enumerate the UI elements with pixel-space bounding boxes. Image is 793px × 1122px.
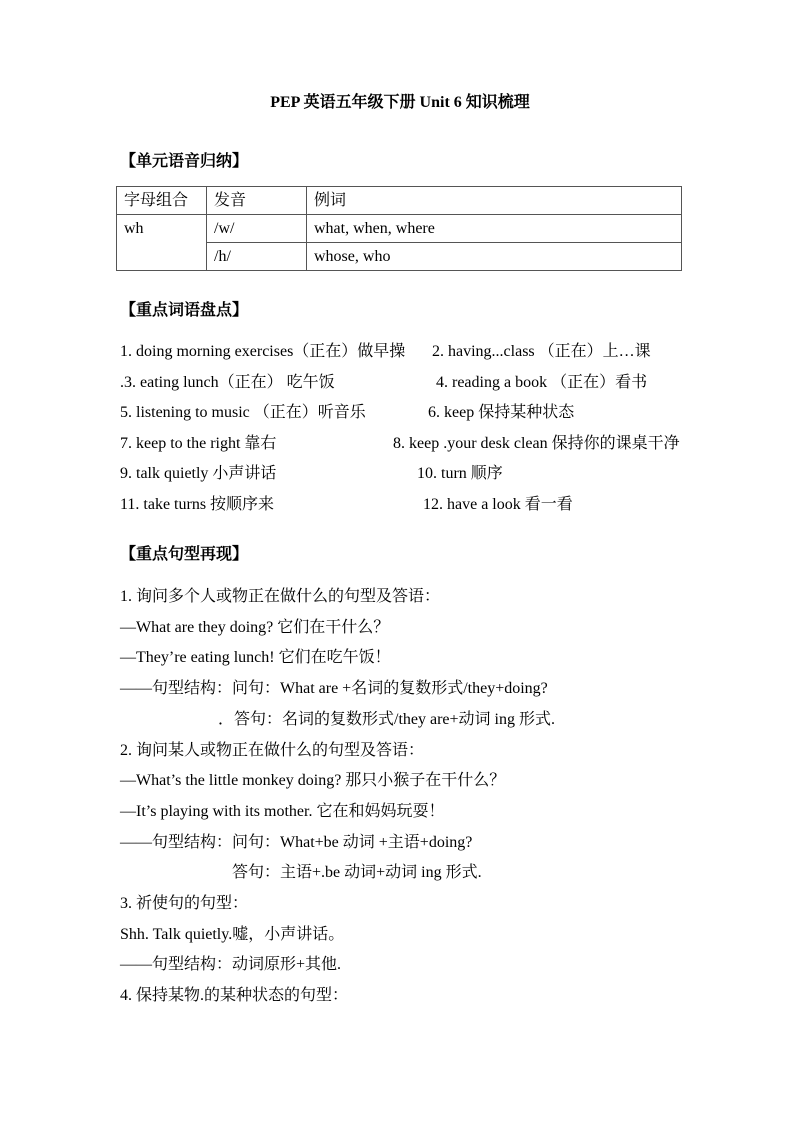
word-item: 8. keep .your desk clean 保持你的课桌干净 [393,434,680,452]
table-header-sound: 发音 [207,187,307,215]
sentence-line: ——句型结构：问句：What are +名词的复数形式/they+doing? [120,680,548,698]
word-row [120,337,680,368]
word-item: 1. doing morning exercises（正在）做早操 [120,343,406,360]
sentence-line: ．答句：名词的复数形式/they are+动词 ing 形式. [218,710,555,728]
word-row [120,429,680,460]
sentence-line: —It’s playing with its mother. 它在和妈妈玩耍！ [120,802,445,820]
word-item: 4. reading a book （正在）看书 [436,373,648,391]
word-item: 6. keep 保持某种状态 [428,404,575,421]
sentence-line: 3. 祈使句的句型： [120,895,249,913]
word-item: 10. turn 顺序 [417,465,503,482]
word-item: 7. keep to the right 靠右 [120,434,277,452]
section-heading-words: 【重点词语盘点】 [120,302,249,319]
table-header-letter-group: 字母组合 [117,187,207,215]
table-cell-sound: /w/ [207,215,307,243]
word-item: 2. having...class （正在）上…课 [432,343,651,360]
sentence-line: 2. 询问某人或物正在做什么的句型及答语： [120,741,425,759]
sentence-line: ——句型结构：问句：What+be 动词 +主语+doing? [120,833,473,851]
table-cell-examples: whose, who [307,243,682,271]
sentence-list [120,582,680,1012]
word-item: 9. talk quietly 小声讲话 [120,465,277,482]
sentence-line: Shh. Talk quietly.嘘，小声讲话。 [120,925,345,943]
section-heading-phonics: 【单元语音归纳】 [120,153,249,170]
word-item: .3. eating lunch（正在） 吃午饭 [120,373,335,391]
phonics-table [116,186,682,271]
table-header-examples: 例词 [307,187,682,215]
section-heading-sentences: 【重点句型再现】 [120,546,249,563]
word-row [120,490,680,521]
word-row [120,459,680,490]
word-row [120,368,680,399]
table-cell-examples: what, when, where [307,215,682,243]
word-list [120,337,680,520]
sentence-line: ——句型结构：动词原形+其他. [120,956,342,974]
sentence-line: —They’re eating lunch! 它们在吃午饭！ [120,649,391,667]
table-cell-sound: /h/ [207,243,307,271]
table-cell-letter-group: wh [117,215,207,271]
document-title: PEP 英语五年级下册 Unit 6 知识梳理 [270,94,530,111]
sentence-line: 4. 保持某物.的某种状态的句型： [120,987,349,1005]
sentence-line: —What’s the little monkey doing? 那只小猴子在干什么？ [120,772,506,790]
word-item: 12. have a look 看一看 [423,495,573,513]
word-item: 5. listening to music （正在）听音乐 [120,404,366,421]
phonics-table-header-row [117,187,682,215]
sentence-line: 答句：主语+.be 动词+动词 ing 形式. [232,864,482,882]
sentence-line: 1. 询问多个人或物正在做什么的句型及答语： [120,588,441,605]
phonics-table-row [117,215,682,243]
word-row [120,398,680,429]
word-item: 11. take turns 按顺序来 [120,495,275,513]
sentence-line: —What are they doing? 它们在干什么？ [120,618,390,636]
